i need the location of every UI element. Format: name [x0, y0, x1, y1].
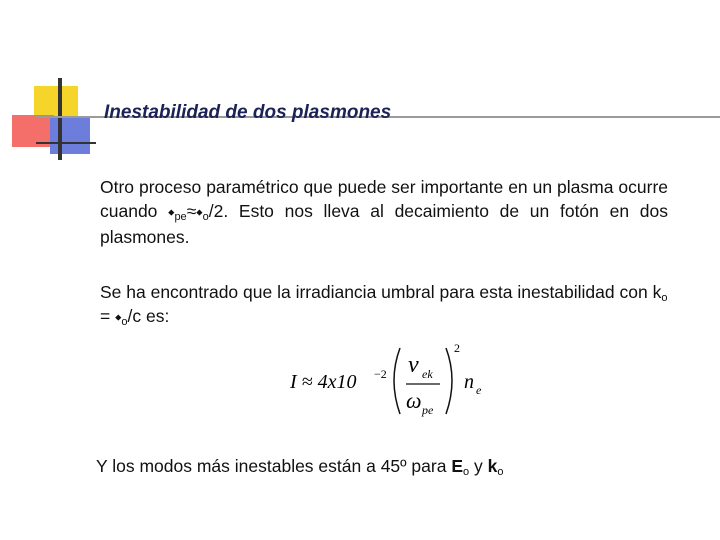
paragraph-3 — [96, 454, 616, 478]
p2-sub-o: o — [661, 292, 668, 304]
paragraph-1 — [100, 175, 668, 249]
p2-text-a: Se ha encontrado que la irradiancia umbral para esta inestabilidad con k — [100, 282, 662, 302]
decor-vertical-line — [58, 78, 62, 160]
formula-lhs: I ≈ 4x10 — [290, 371, 357, 393]
formula-numerator-sub: ek — [422, 367, 433, 381]
p1-sub-pe: pe — [174, 211, 187, 223]
p1-text-b: /2. Esto nos lleva al decaimiento de un fotón en dos plasmones. — [100, 201, 668, 247]
p3-text-y: y — [469, 456, 488, 476]
p3-sub-o2: o — [497, 466, 504, 478]
decor-short-line — [36, 142, 96, 144]
omega-symbol-3: ⬥ — [115, 313, 122, 323]
vector-E: E — [451, 456, 463, 476]
p2-text-b: /c es: — [127, 306, 170, 326]
p1-sub-o: o — [202, 211, 209, 223]
p3-text-a: Y los modos más inestables están a 45º para — [96, 456, 452, 476]
formula-numerator: ν — [408, 352, 419, 378]
formula-power: 2 — [454, 341, 460, 355]
left-paren — [394, 348, 400, 414]
right-paren — [446, 348, 452, 414]
decor-blue-square — [50, 118, 90, 154]
omega-symbol: ⬥ — [168, 208, 175, 218]
p3-sub-o: o — [463, 466, 470, 478]
p2-text-eq: = — [100, 306, 116, 326]
slide-title: Inestabilidad de dos plasmones — [104, 102, 392, 123]
formula-denominator-sub: pe — [422, 403, 434, 417]
formula-factor: n — [464, 371, 474, 393]
omega-symbol-2: ⬥ — [196, 208, 203, 218]
formula-factor-sub: e — [476, 383, 482, 397]
formula-denominator: ω — [406, 388, 422, 413]
threshold-formula — [288, 338, 498, 420]
p2-sub-o2: o — [121, 316, 128, 328]
approx-symbol: ≈ — [186, 201, 197, 221]
p1-text-a: Otro proceso paramétrico que puede ser importante en un plasma ocurre cuando — [100, 177, 668, 221]
vector-k: k — [487, 456, 498, 476]
formula-exponent: −2 — [374, 367, 387, 381]
paragraph-2 — [100, 280, 668, 330]
